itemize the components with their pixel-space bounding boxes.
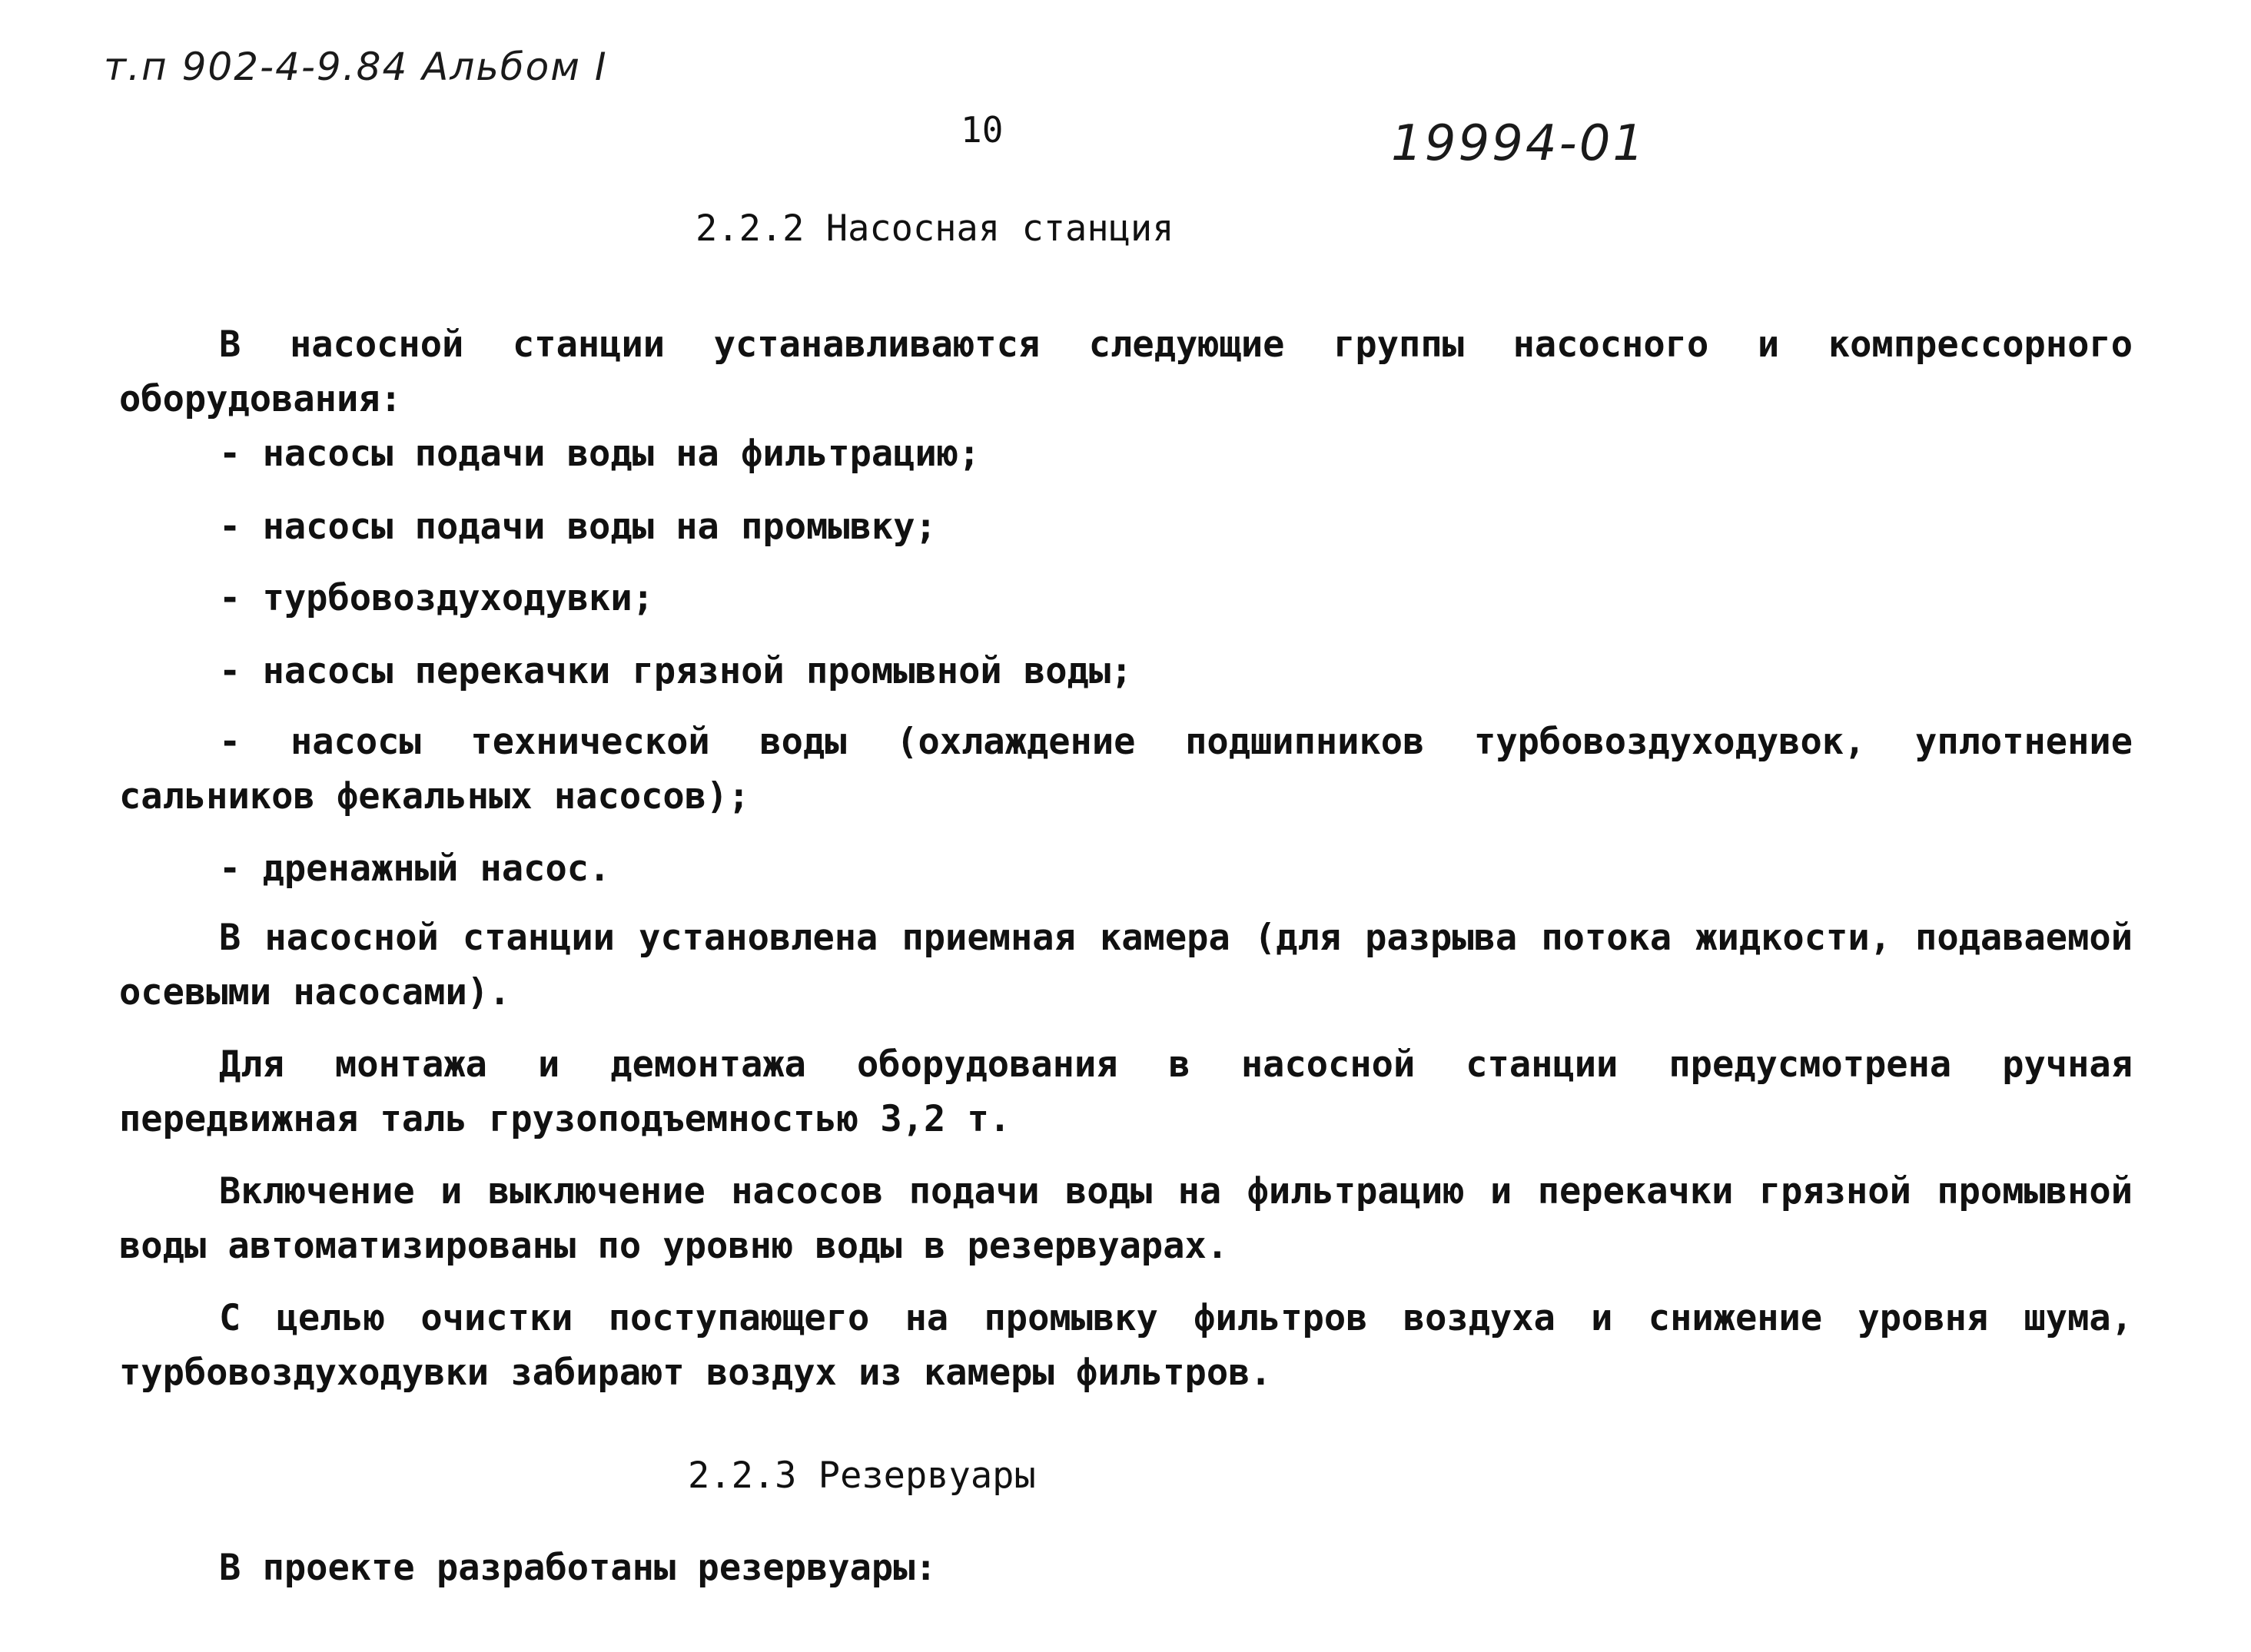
section-title-tanks: 2.2.3 Резервуары [688,1455,1036,1497]
paragraph-hoist: Для монтажа и демонтажа оборудования в насосной станции предусмотрена ручная передвижная таль грузоподъемностью 3,2 т. [119,1043,2133,1140]
list-item: - насосы перекачки грязной промывной воды; [219,650,1133,692]
list-item: - дренажный насос. [219,848,611,890]
inventory-number: 19994-01 [1391,115,1647,172]
list-item: - турбовоздуходувки; [219,577,654,619]
paragraph-receiving-chamber: В насосной станции установлена приемная камера (для разрыва потока жидкости, подаваемой осевыми насосами). [119,917,2133,1013]
list-item: - насосы подачи воды на фильтрацию; [219,433,981,475]
intro-paragraph: В насосной станции устанавливаются следующие группы насосного и компрессорного оборудования: [119,323,2133,420]
list-item: - насосы подачи воды на промывку; [219,506,937,548]
page-number: 10 [961,109,1004,151]
tanks-intro-paragraph: В проекте разработаны резервуары: [219,1547,937,1589]
paragraph-air-intake: С целью очистки поступающего на промывку фильтров воздуха и снижение уровня шума, турбовоздуходувки забирают воздух из камеры фильтров. [119,1297,2133,1394]
list-item: - насосы технической воды (охлаждение подшипников турбовоздуходувок, уплотнение сальников фекальных насосов); [119,721,2133,818]
section-title-pump-station: 2.2.2 Насосная станция [696,207,1174,250]
album-reference: т.п 902-4-9.84 Альбом I [104,45,608,89]
paragraph-automation: Включение и выключение насосов подачи воды на фильтрацию и перекачки грязной промывной воды автоматизированы по уровню воды в резервуарах. [119,1170,2133,1267]
